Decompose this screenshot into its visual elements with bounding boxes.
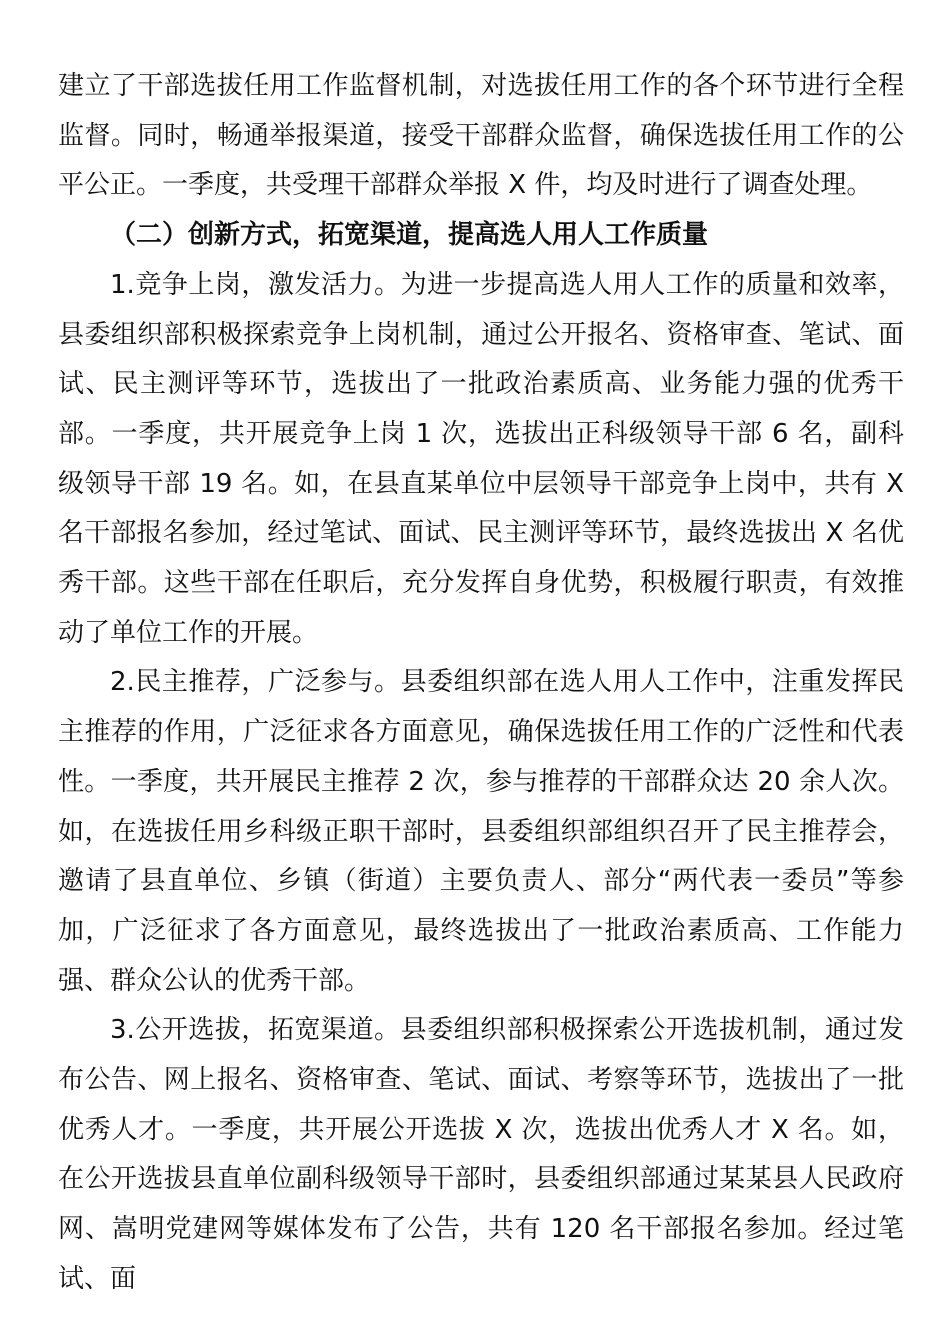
body-paragraph-democratic-recommendation: 2.民主推荐，广泛参与。县委组织部在选人用人工作中，注重发挥民主推荐的作用，广泛征求各方面意见，确保选拔任用工作的广泛性和代表性。一季度，共开展民主推荐 2 次，参与推荐的干部群众达 20 余人次。如，在选拔任用乡科级正职干部时，县委组织部组织召开了民主推荐会，邀请了县直单位、乡镇（街道）主要负责人、部分“两代表一委员”等参加，广泛征求了各方面意见，最终选拔出了一批政治素质高、工作能力强、群众公认的优秀干部。 xyxy=(58,667,904,996)
body-paragraph-open-selection: 3.公开选拔，拓宽渠道。县委组织部积极探索公开选拔机制，通过发布公告、网上报名、资格审查、笔试、面试、考察等环节，选拔出了一批优秀人才。一季度，共开展公开选拔 X 次，选拔出优秀人才 X 名。如，在公开选拔县直单位副科级领导干部时，县委组织部通过某某县人民政府网、嵩明党建网等媒体发布了公告，共有 120 名干部报名参加。经过笔试、面 xyxy=(58,1015,904,1294)
section-heading: （二）创新方式，拓宽渠道，提高选人用人工作质量 xyxy=(110,220,709,251)
body-paragraph-competition: 1.竞争上岗，激发活力。为进一步提高选人用人工作的质量和效率，县委组织部积极探索竞争上岗机制，通过公开报名、资格审查、笔试、面试、民主测评等环节，选拔出了一批政治素质高、业务能力强的优秀干部。一季度，共开展竞争上岗 1 次，选拔出正科级领导干部 6 名，副科级领导干部 19 名。如，在县直某单位中层领导干部竞争上岗中，共有 X 名干部报名参加，经过笔试、面试、民主测评等环节，最终选拔出 X 名优秀干部。这些干部在任职后，充分发挥自身优势，积极履行职责，有效推动了单位工作的开展。 xyxy=(58,269,904,648)
body-paragraph-continuation: 建立了干部选拔任用工作监督机制，对选拔任用工作的各个环节进行全程监督。同时，畅通举报渠道，接受干部群众监督，确保选拔任用工作的公平公正。一季度，共受理干部群众举报 X 件，均及时进行了调查处理。 xyxy=(58,71,904,201)
document-page xyxy=(58,62,904,1305)
